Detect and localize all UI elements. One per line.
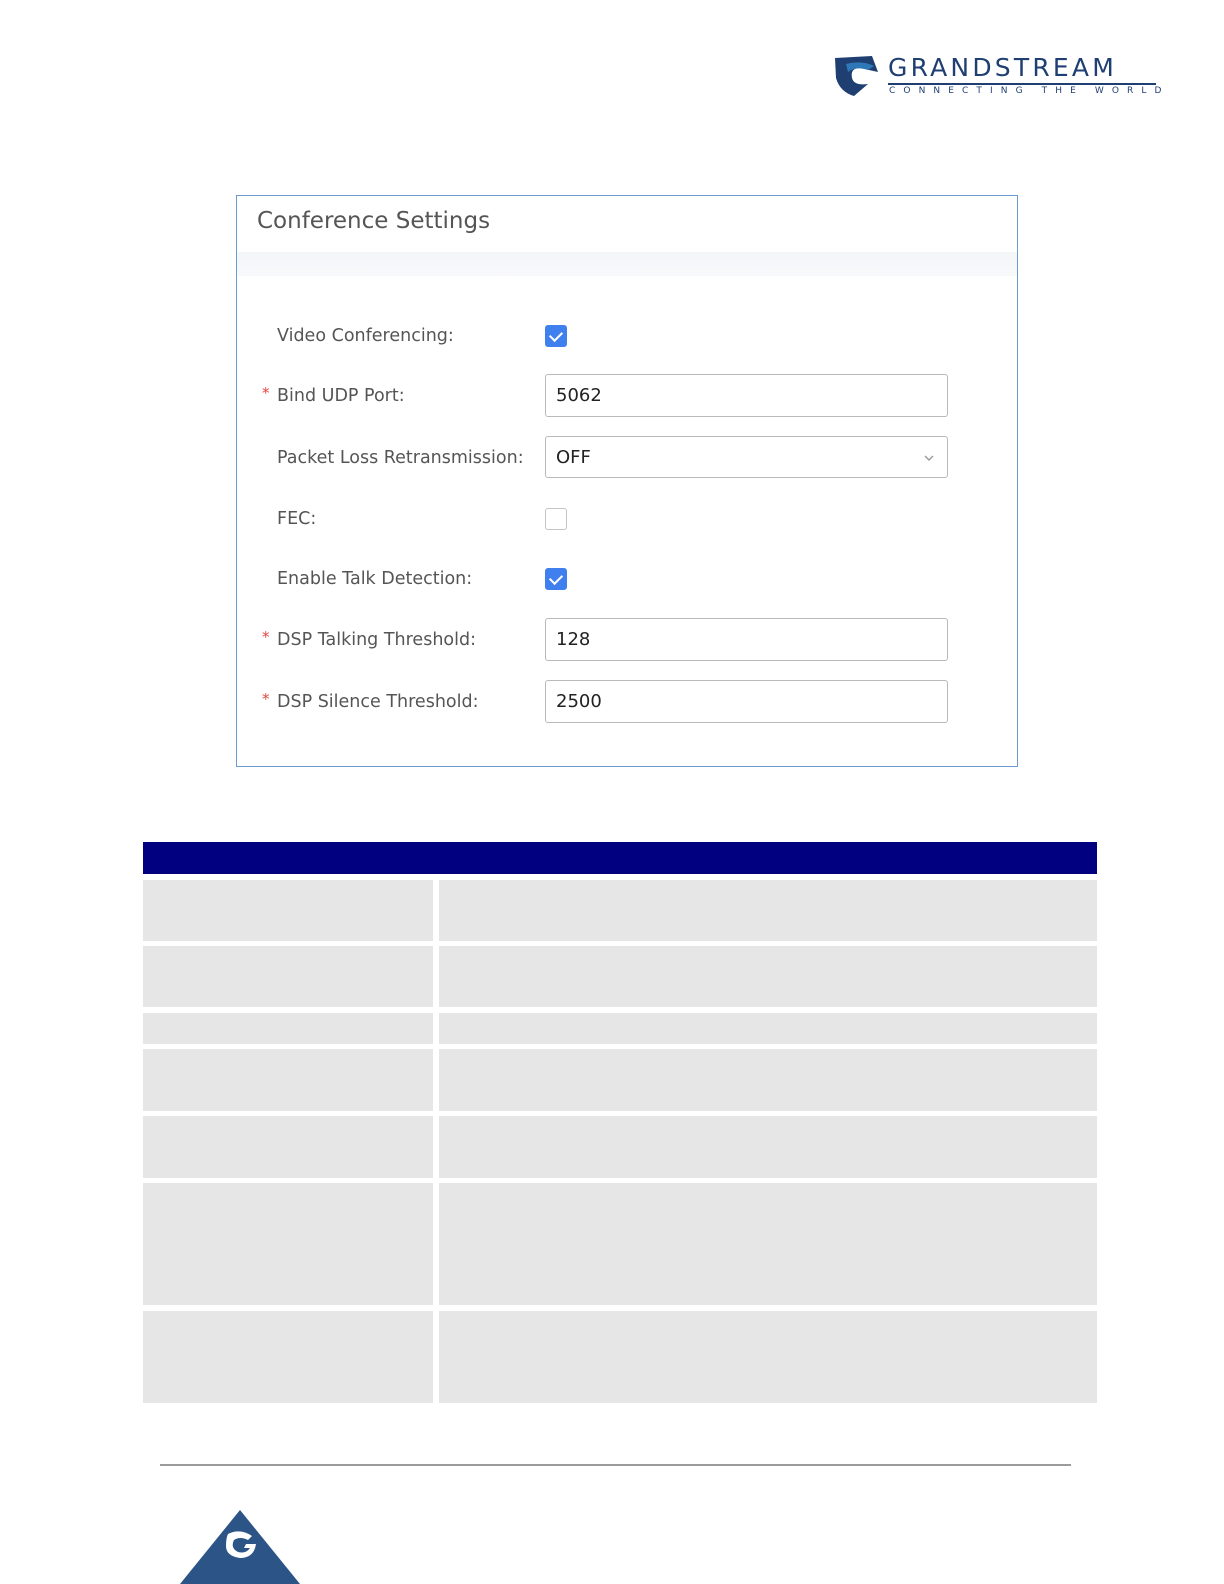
table-header bbox=[143, 842, 1097, 874]
enable-talk-detection-checkbox[interactable] bbox=[545, 568, 567, 590]
required-mark: * bbox=[262, 384, 270, 402]
brand-name: GRANDSTREAM bbox=[888, 53, 1117, 82]
table-cell bbox=[143, 1116, 433, 1178]
dsp-silence-threshold-label: DSP Silence Threshold: bbox=[277, 692, 479, 712]
footer-rule bbox=[160, 1464, 1071, 1466]
table-cell bbox=[439, 1116, 1097, 1178]
fec-checkbox[interactable] bbox=[545, 508, 567, 530]
table-cell bbox=[439, 1311, 1097, 1403]
select-value: OFF bbox=[556, 447, 591, 468]
table-cell bbox=[143, 880, 433, 941]
bind-udp-port-input[interactable] bbox=[545, 374, 948, 417]
brand-tagline: CONNECTING THE WORLD bbox=[889, 86, 1170, 96]
table-cell bbox=[143, 1013, 433, 1044]
row-video-conferencing bbox=[237, 314, 1017, 358]
packet-loss-retransmission-select[interactable] bbox=[545, 436, 948, 478]
panel-title: Conference Settings bbox=[257, 208, 491, 234]
video-conferencing-checkbox[interactable] bbox=[545, 325, 567, 347]
dsp-silence-threshold-input[interactable] bbox=[545, 680, 948, 723]
row-bind-udp-port bbox=[237, 374, 1017, 418]
table-cell bbox=[439, 1049, 1097, 1111]
required-mark: * bbox=[262, 628, 270, 646]
row-fec bbox=[237, 497, 1017, 541]
fec-label: FEC: bbox=[277, 509, 317, 529]
enable-talk-detection-label: Enable Talk Detection: bbox=[277, 569, 473, 589]
table-cell bbox=[439, 946, 1097, 1007]
table-cell bbox=[143, 1311, 433, 1403]
chevron-down-icon bbox=[923, 452, 935, 464]
packet-loss-retransmission-label: Packet Loss Retransmission: bbox=[277, 448, 524, 468]
table-cell bbox=[143, 946, 433, 1007]
table-cell bbox=[439, 880, 1097, 941]
grandstream-logo-icon bbox=[832, 54, 880, 98]
row-dsp-talking-threshold bbox=[237, 618, 1017, 662]
bind-udp-port-label: Bind UDP Port: bbox=[277, 386, 405, 406]
video-conferencing-label: Video Conferencing: bbox=[277, 326, 454, 346]
dsp-talking-threshold-input[interactable] bbox=[545, 618, 948, 661]
dsp-talking-threshold-label: DSP Talking Threshold: bbox=[277, 630, 476, 650]
table-cell bbox=[143, 1183, 433, 1305]
grandstream-logo bbox=[832, 53, 1170, 100]
table-cell bbox=[439, 1013, 1097, 1044]
row-dsp-silence-threshold bbox=[237, 680, 1017, 724]
conference-settings-panel bbox=[236, 195, 1018, 767]
footer-logo-icon bbox=[178, 1508, 302, 1584]
row-packet-loss-retransmission bbox=[237, 436, 1017, 480]
panel-header-band bbox=[237, 252, 1017, 276]
table-cell bbox=[143, 1049, 433, 1111]
row-enable-talk-detection bbox=[237, 557, 1017, 601]
required-mark: * bbox=[262, 690, 270, 708]
table-cell bbox=[439, 1183, 1097, 1305]
